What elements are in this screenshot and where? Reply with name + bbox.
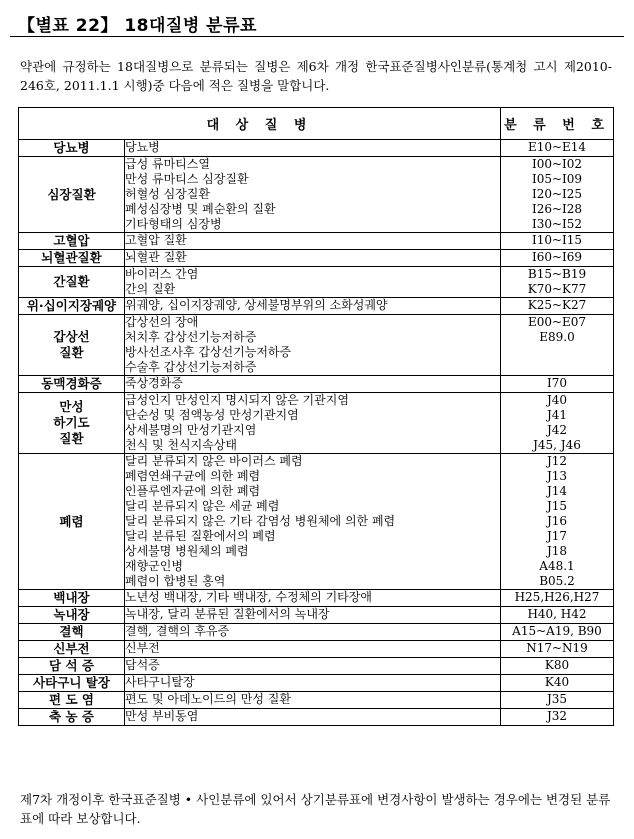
table-row bbox=[19, 590, 614, 607]
code-cell bbox=[501, 233, 614, 250]
code-cell bbox=[501, 140, 614, 157]
disease-name: 녹내장, 달리 분류된 질환에서의 녹내장 bbox=[125, 607, 330, 621]
classification-code bbox=[501, 345, 613, 360]
category-cell bbox=[19, 675, 125, 692]
disease-name: 노년성 백내장, 기타 백내장, 수정체의 기타장애 bbox=[125, 590, 372, 604]
table-header-row bbox=[19, 108, 614, 140]
classification-code: N17~N19 bbox=[526, 641, 588, 655]
classification-code: K25~K27 bbox=[527, 298, 587, 312]
disease-cell bbox=[125, 641, 501, 658]
intro-paragraph: 약관에 규정하는 18대질병으로 분류되는 질병은 제6차 개정 한국표준질병사인분류(통계청 고시 제2010-246호, 2011.1.1 시행)중 다음에 적은 질병을 말합니다. bbox=[20, 59, 612, 93]
classification-code: H40, H42 bbox=[527, 607, 587, 621]
category-cell bbox=[19, 454, 125, 590]
classification-code: I05~I09 bbox=[531, 172, 583, 186]
disease-name: 달리 분류되지 않은 세균 폐렴 bbox=[125, 499, 280, 513]
classification-code: H25,H26,H27 bbox=[514, 590, 600, 604]
category-label: 질환 bbox=[59, 431, 84, 446]
classification-code bbox=[501, 360, 613, 375]
disease-name: 상세불명의 만성기관지염 bbox=[125, 423, 257, 437]
disease-cell bbox=[125, 140, 501, 157]
code-cell bbox=[501, 315, 614, 376]
classification-code: J35 bbox=[546, 692, 568, 706]
category-cell bbox=[19, 590, 125, 607]
category-cell bbox=[19, 298, 125, 315]
category-label: 고혈압 bbox=[53, 233, 90, 248]
code-cell bbox=[501, 393, 614, 454]
disease-name: 달리 분류되지 않은 기타 감염성 병원체에 의한 폐렴 bbox=[125, 514, 396, 528]
category-label: 동맥경화증 bbox=[41, 376, 102, 391]
category-label: 폐렴 bbox=[59, 513, 84, 529]
category-cell bbox=[19, 658, 125, 675]
disease-name: 갑상선의 장애 bbox=[125, 315, 199, 329]
classification-code: J32 bbox=[546, 709, 568, 723]
disease-cell bbox=[125, 233, 501, 250]
disease-name: 재향군인병 bbox=[125, 559, 183, 573]
title-bar bbox=[10, 8, 624, 37]
category-label: 백내장 bbox=[53, 590, 90, 605]
table-row bbox=[19, 376, 614, 393]
disease-cell bbox=[125, 250, 501, 267]
table-row bbox=[19, 298, 614, 315]
classification-code: E00~E07 bbox=[527, 315, 587, 329]
table-row bbox=[19, 267, 614, 298]
disease-name: 폐렴이 합병된 홍역 bbox=[125, 574, 226, 588]
category-cell bbox=[19, 250, 125, 267]
category-label: 사타구니 탈장 bbox=[33, 675, 110, 690]
category-cell bbox=[19, 376, 125, 393]
classification-code: I20~I25 bbox=[531, 187, 583, 201]
category-label: 뇌혈관질환 bbox=[41, 250, 102, 265]
disease-name: 급성인지 만성인지 명시되지 않은 기관지염 bbox=[125, 393, 349, 407]
disease-cell bbox=[125, 624, 501, 641]
classification-code: I70 bbox=[546, 376, 567, 390]
disease-cell bbox=[125, 590, 501, 607]
disease-cell bbox=[125, 709, 501, 726]
disease-name: 수술후 갑상선기능저하증 bbox=[125, 360, 257, 374]
table-row bbox=[19, 624, 614, 641]
disease-cell bbox=[125, 157, 501, 233]
disease-name: 방사선조사후 갑상선기능저하증 bbox=[125, 345, 292, 359]
disease-name: 위궤양, 십이지장궤양, 상세불명부위의 소화성궤양 bbox=[125, 298, 388, 312]
disease-cell bbox=[125, 675, 501, 692]
classification-code: E10~E14 bbox=[527, 140, 587, 154]
code-cell bbox=[501, 624, 614, 641]
table-row bbox=[19, 709, 614, 726]
table-row bbox=[19, 393, 614, 454]
category-cell bbox=[19, 140, 125, 157]
disease-name: 인플루엔자균에 의한 폐렴 bbox=[125, 484, 261, 498]
classification-code: I30~I52 bbox=[531, 217, 583, 231]
category-label: 위·십이지장궤양 bbox=[26, 298, 117, 313]
code-cell bbox=[501, 607, 614, 624]
disease-name: 달리 분류되지 않은 바이러스 폐렴 bbox=[125, 454, 303, 468]
classification-code: E89.0 bbox=[539, 330, 575, 344]
disease-cell bbox=[125, 298, 501, 315]
category-cell bbox=[19, 393, 125, 454]
classification-code: K40 bbox=[544, 675, 570, 689]
category-cell bbox=[19, 607, 125, 624]
footer-note: 제7차 개정이후 한국표준질병 • 사인분류에 있어서 상기분류표에 변경사항이 발생하는 경우에는 변경된 분류표에 따라 보상합니다. bbox=[20, 792, 611, 826]
disease-name: 폐렴연쇄구균에 의한 폐렴 bbox=[125, 469, 261, 483]
page-title: 【별표 22】 18대질병 분류표 bbox=[18, 16, 257, 36]
disease-name: 결핵, 결핵의 후유증 bbox=[125, 624, 230, 638]
classification-code: J16 bbox=[546, 514, 568, 528]
disease-name: 기타형태의 심장병 bbox=[125, 217, 222, 231]
classification-code: A15~A19, B90 bbox=[512, 624, 602, 638]
category-cell bbox=[19, 315, 125, 376]
code-cell bbox=[501, 692, 614, 709]
disease-name: 천식 및 천식지속상태 bbox=[125, 438, 237, 452]
category-cell bbox=[19, 233, 125, 250]
table-row bbox=[19, 233, 614, 250]
code-cell bbox=[501, 454, 614, 590]
category-label: 당뇨병 bbox=[53, 140, 90, 155]
disease-cell bbox=[125, 692, 501, 709]
disease-name: 담석증 bbox=[125, 658, 160, 672]
table-row bbox=[19, 250, 614, 267]
table-row bbox=[19, 641, 614, 658]
disease-name: 만성 부비동염 bbox=[125, 709, 199, 723]
table-row bbox=[19, 454, 614, 590]
code-cell bbox=[501, 590, 614, 607]
table-row bbox=[19, 607, 614, 624]
table-row bbox=[19, 140, 614, 157]
category-label: 심장질환 bbox=[47, 186, 96, 202]
category-label: 축 농 증 bbox=[49, 709, 94, 724]
classification-code: J12 bbox=[546, 454, 568, 468]
category-label: 결핵 bbox=[59, 624, 84, 639]
disease-cell bbox=[125, 267, 501, 298]
classification-code: J14 bbox=[546, 484, 568, 498]
category-label: 질환 bbox=[59, 345, 84, 360]
category-cell bbox=[19, 709, 125, 726]
classification-code: J40 bbox=[546, 393, 568, 407]
classification-code: J17 bbox=[546, 529, 568, 543]
classification-code: J45, J46 bbox=[533, 438, 581, 452]
disease-name: 편도 및 아데노이드의 만성 질환 bbox=[125, 692, 291, 706]
disease-cell bbox=[125, 658, 501, 675]
table-body bbox=[19, 140, 614, 726]
classification-code: I10~I15 bbox=[531, 233, 583, 247]
disease-name: 달리 분류된 질환에서의 폐렴 bbox=[125, 529, 276, 543]
category-label: 간질환 bbox=[53, 274, 90, 289]
code-cell bbox=[501, 709, 614, 726]
classification-code: I60~I69 bbox=[531, 250, 583, 264]
disease-name: 처치후 갑상선기능저하증 bbox=[125, 330, 257, 344]
code-cell bbox=[501, 157, 614, 233]
disease-name: 상세불명 병원체의 폐렴 bbox=[125, 544, 249, 558]
header-code: 분 류 번 호 bbox=[501, 108, 614, 140]
disease-cell bbox=[125, 376, 501, 393]
code-cell bbox=[501, 641, 614, 658]
table-row bbox=[19, 658, 614, 675]
disease-cell bbox=[125, 454, 501, 590]
table-row bbox=[19, 675, 614, 692]
classification-code: J18 bbox=[546, 544, 568, 558]
disease-name: 뇌혈관 질환 bbox=[125, 250, 187, 264]
category-label: 하기도 bbox=[53, 415, 90, 430]
disease-name: 단순성 및 점액농성 만성기관지염 bbox=[125, 408, 299, 422]
disease-cell bbox=[125, 607, 501, 624]
disease-classification-table bbox=[18, 107, 614, 726]
code-cell bbox=[501, 298, 614, 315]
category-cell bbox=[19, 641, 125, 658]
disease-name: 죽상경화증 bbox=[125, 376, 183, 390]
category-cell bbox=[19, 624, 125, 641]
classification-code: A48.1 bbox=[539, 559, 575, 573]
disease-name: 당뇨병 bbox=[125, 140, 160, 154]
classification-code: K70~K77 bbox=[527, 282, 587, 296]
category-label: 녹내장 bbox=[53, 607, 90, 622]
category-label: 편 도 염 bbox=[49, 692, 94, 707]
category-cell bbox=[19, 267, 125, 298]
disease-name: 고혈압 질환 bbox=[125, 233, 187, 247]
code-cell bbox=[501, 675, 614, 692]
disease-cell bbox=[125, 315, 501, 376]
classification-code: J13 bbox=[546, 469, 568, 483]
code-cell bbox=[501, 267, 614, 298]
disease-name: 신부전 bbox=[125, 641, 160, 655]
header-disease: 대 상 질 병 bbox=[19, 108, 501, 140]
disease-name: 폐성심장병 및 폐순환의 질환 bbox=[125, 202, 276, 216]
disease-name: 바이러스 간염 bbox=[125, 267, 199, 281]
classification-code: I00~I02 bbox=[531, 157, 583, 171]
category-label: 만성 bbox=[59, 399, 84, 414]
disease-name: 만성 류마티스 심장질환 bbox=[125, 172, 249, 186]
classification-code: K80 bbox=[544, 658, 570, 672]
classification-code: I26~I28 bbox=[531, 202, 583, 216]
category-cell bbox=[19, 157, 125, 233]
category-label: 담 석 증 bbox=[49, 658, 94, 673]
category-label: 신부전 bbox=[53, 641, 90, 656]
disease-name: 허혈성 심장질환 bbox=[125, 187, 210, 201]
category-cell bbox=[19, 692, 125, 709]
disease-name: 급성 류마티스열 bbox=[125, 157, 210, 171]
table-row bbox=[19, 315, 614, 376]
classification-code: J15 bbox=[546, 499, 568, 513]
table-row bbox=[19, 157, 614, 233]
code-cell bbox=[501, 376, 614, 393]
classification-code: J42 bbox=[546, 423, 568, 437]
classification-code: B05.2 bbox=[539, 574, 575, 588]
code-cell bbox=[501, 250, 614, 267]
category-label: 갑상선 bbox=[53, 329, 90, 344]
disease-name: 간의 질환 bbox=[125, 282, 176, 296]
classification-code: B15~B19 bbox=[527, 267, 587, 281]
disease-cell bbox=[125, 393, 501, 454]
table-row bbox=[19, 692, 614, 709]
classification-code: J41 bbox=[546, 408, 568, 422]
disease-name: 사타구니탈장 bbox=[125, 675, 195, 689]
code-cell bbox=[501, 658, 614, 675]
